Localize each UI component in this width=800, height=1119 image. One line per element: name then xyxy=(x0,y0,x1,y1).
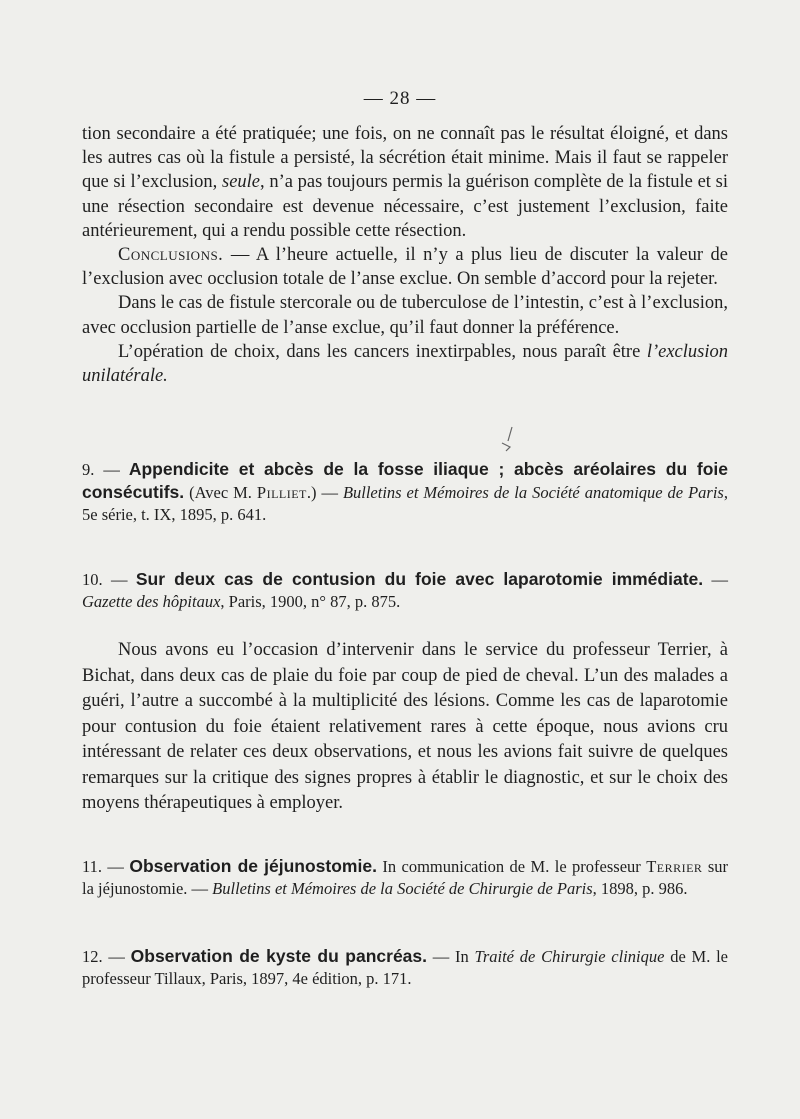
text-block-bichat xyxy=(82,638,728,817)
bichat-paragraph: Nous avons eu l’occasion d’intervenir dans le service du professeur Terrier, à Bichat, dans deux cas de plaie du foie par coup de pied de cheval. L’un des malades a guéri, l’autre a succombé à la multiplicité des lésions. Comme les cas de laparotomie pour contusion du foie étaient relativement rares à cette époque, nous avions cru intéressant de relater ces deux observations, et nous les avions fait suivre de quelques remarques sur la critique des signes propres à établir le diagnostic, et sur le choix des moyens thérapeutiques à employer. xyxy=(82,640,728,813)
intro-paragraph: tion secondaire a été pratiquée; une fois, on ne connaît pas le résultat éloigné, et dans les autres cas où la fistule a persisté, la sécrétion était minime. Mais il faut se rappeler que si l’exclusion, seule, n’a pas toujours permis la guérison complète de la fistule et si une résection secondaire est devenue nécessaire, c’est justement l’exclusion, faite antérieurement, qui a rendu possible cette résection. xyxy=(82,124,728,241)
publication-item-12: 12. — Observation de kyste du pancréas. — In Traité de Chirurgie clinique de M. le professeur Tillaux, Paris, 1897, 4e édition, p. 171. xyxy=(82,946,729,988)
publication-item-10: 10. — Sur deux cas de contusion du foie avec laparotomie immédiate. — Gazette des hôpitaux, Paris, 1900, n° 87, p. 875. xyxy=(82,569,728,611)
pen-mark xyxy=(498,425,518,453)
item-title: Observation de kyste du pancréas. xyxy=(130,946,428,966)
conclusions-paragraph: Conclusions. — A l’heure actuelle, il n’y a plus lieu de discuter la valeur de l’exclusion avec occlusion totale de l’anse exclue. On semble d’accord pour la rejeter. xyxy=(82,245,728,290)
item-title: Observation de jéjunostomie. xyxy=(129,856,377,876)
page-number: — 28 — xyxy=(363,88,437,109)
publication-item-11: 11. — Observation de jéjunostomie. In communication de M. le professeur Terrier sur la jéjunostomie. — Bulletins et Mémoires de la Société de Chirurgie de Paris, 1898, p. 986. xyxy=(82,856,729,898)
conclusions-label: Conclusions. xyxy=(118,245,224,266)
item-title: Appendicite et abcès de la fosse iliaque ; abcès aréolaires du foie consécutifs. xyxy=(82,459,728,502)
item-title: Sur deux cas de contusion du foie avec laparotomie immédiate. xyxy=(135,569,704,589)
publication-item-9: 9. — Appendicite et abcès de la fosse iliaque ; abcès aréolaires du foie consécutifs. (Avec M. Pilliet.) — Bulletins et Mémoires de la Société anatomique de Paris, 5e série, t. IX, 1895, p. 641. xyxy=(82,459,728,524)
choix-paragraph: L’opération de choix, dans les cancers inextirpables, nous paraît être l’exclusion unilatérale. xyxy=(82,341,728,387)
text-block-conclusions xyxy=(82,122,728,388)
fistule-paragraph: Dans le cas de fistule stercorale ou de tuberculose de l’intestin, c’est à l’exclusion, avec occlusion partielle de l’anse exclue, qu’il faut donner la préférence. xyxy=(82,293,728,338)
